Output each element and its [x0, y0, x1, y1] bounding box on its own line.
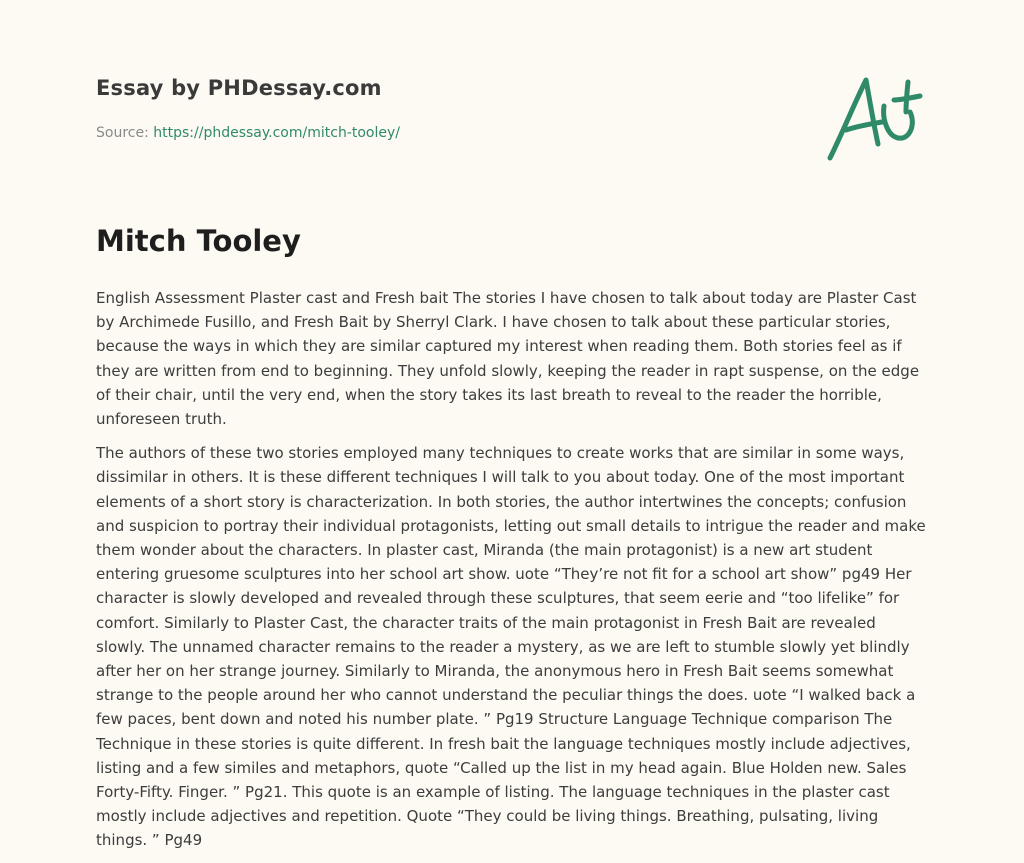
- source-line: [96, 125, 400, 141]
- a-plus-logo-icon: [824, 70, 928, 166]
- source-label: Source:: [96, 125, 149, 141]
- site-title: Essay by PHDessay.com: [96, 76, 382, 100]
- essay-paragraph-2: The authors of these two stories employed many techniques to create works that are similar in some ways, dissimilar in others. It is these different techniques I will talk to you about today. One of the most important elements of a short story is characterization. In both stories, the author intertwines the concepts; confusion and suspicion to portray their individual protagonists, letting out small details to intrigue the reader and make them wonder about the characters. In plaster cast, Miranda (the main protagonist) is a new art student entering gruesome sculptures into her school art show. uote “They’re not fit for a school art show” pg49 Her character is slowly developed and revealed through these sculptures, that seem eerie and “too lifelike” for comfort. Similarly to Plaster Cast, the character traits of the main protagonist in Fresh Bait are revealed slowly. The unnamed character remains to the reader a mystery, as we are left to stumble slowly yet blindly after her on her strange journey. Similarly to Miranda, the anonymous hero in Fresh Bait seems somewhat strange to the people around her who cannot understand the peculiar things the does. uote “I walked back a few paces, bent down and noted his number plate. ” Pg19 Structure Language Technique comparison The Technique in these stories is quite different. In fresh bait the language techniques mostly include adjectives, listing and a few similes and metaphors, quote “Called up the list in my head again. Blue Holden new. Sales Forty-Fifty. Finger. ” Pg21. This quote is an example of listing. The language techniques in the plaster cast mostly include adjectives and repetition. Quote “They could be living things. Breathing, pulsating, living things. ” Pg49: [96, 444, 926, 850]
- essay-body: [96, 286, 928, 863]
- essay-title: Mitch Tooley: [96, 224, 301, 258]
- source-link[interactable]: https://phdessay.com/mitch-tooley/: [153, 125, 400, 141]
- page-header: [96, 76, 936, 186]
- essay-paragraph-1: English Assessment Plaster cast and Fresh bait The stories I have chosen to talk about today are Plaster Cast by Archimede Fusillo, and Fresh Bait by Sherryl Clark. I have chosen to talk about these particular stories, because the ways in which they are similar captured my interest when reading them. Both stories feel as if they are written from end to beginning. They unfold slowly, keeping the reader in rapt suspense, on the edge of their chair, until the very end, when the story takes its last breath to reveal to the reader the horrible, unforeseen truth.: [96, 289, 920, 429]
